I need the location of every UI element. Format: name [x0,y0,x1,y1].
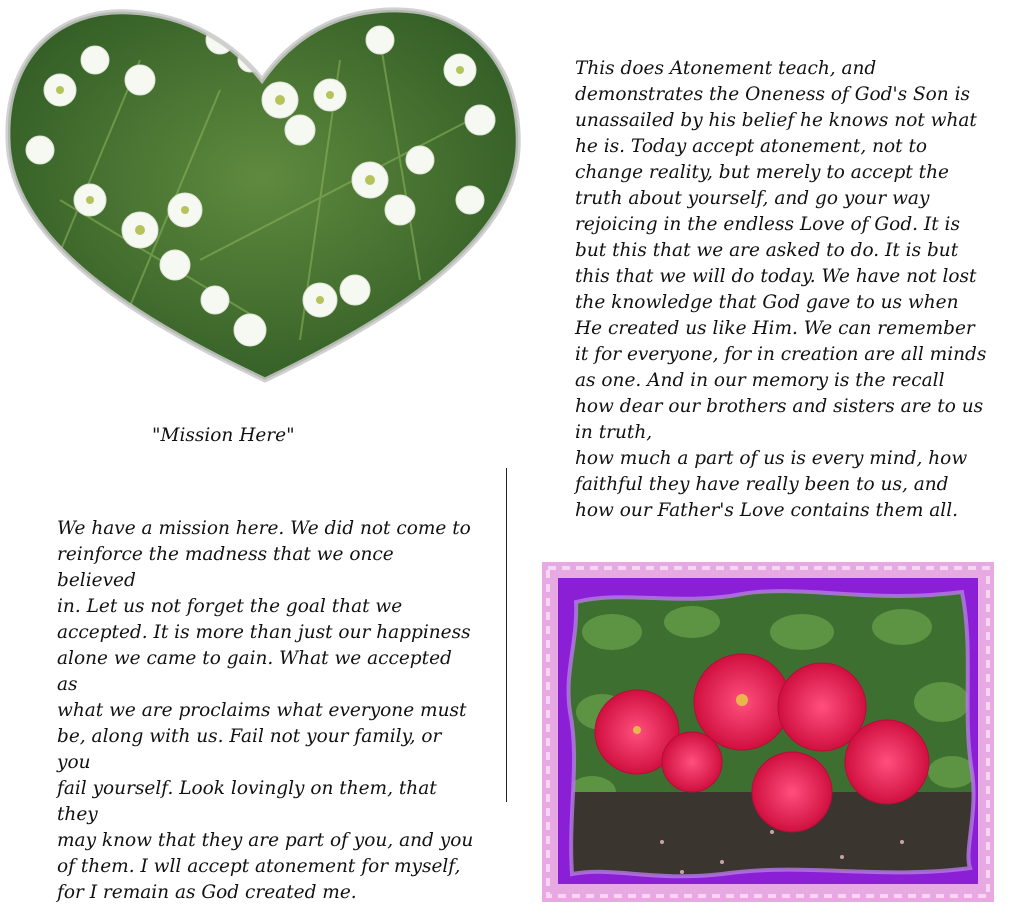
heart-flower-photo [0,0,525,395]
left-paragraph: We have a mission here. We did not come to reinforce the madness that we once believed in. Let us not forget the goal that we accepted. It is more than just our happiness alone we came to gain. What we accepted as what we are proclaims what everyone must be, along with us. Fail not your family, or you fail yourself. Look lovingly on them, that they may know that they are part of you, and you of them. I wll accept atonement for myself, for I remain as God created me. [57,518,474,903]
vertical-divider [506,468,507,802]
rose-photo-frame [542,562,994,902]
right-paragraph: This does Atonement teach, and demonstrates the Oneness of God's Son is unassailed by his belief he knows not what he is. Today accept atonement, not to change reality, but merely to accept the truth about yourself, and go your way rejoicing in the endless Love of God. It is but this that we are asked to do. It is but this that we will do today. We have not lost the knowledge that God gave to us when He created us like Him. We can remember it for everyone, for in creation are all minds as one. And in our memory is the recall how dear our brothers and sisters are to us in truth, how much a part of us is every mind, how faithful they have really been to us, and how our Father's Love contains them all. [575,58,987,521]
poem-title: "Mission Here" [152,425,295,446]
